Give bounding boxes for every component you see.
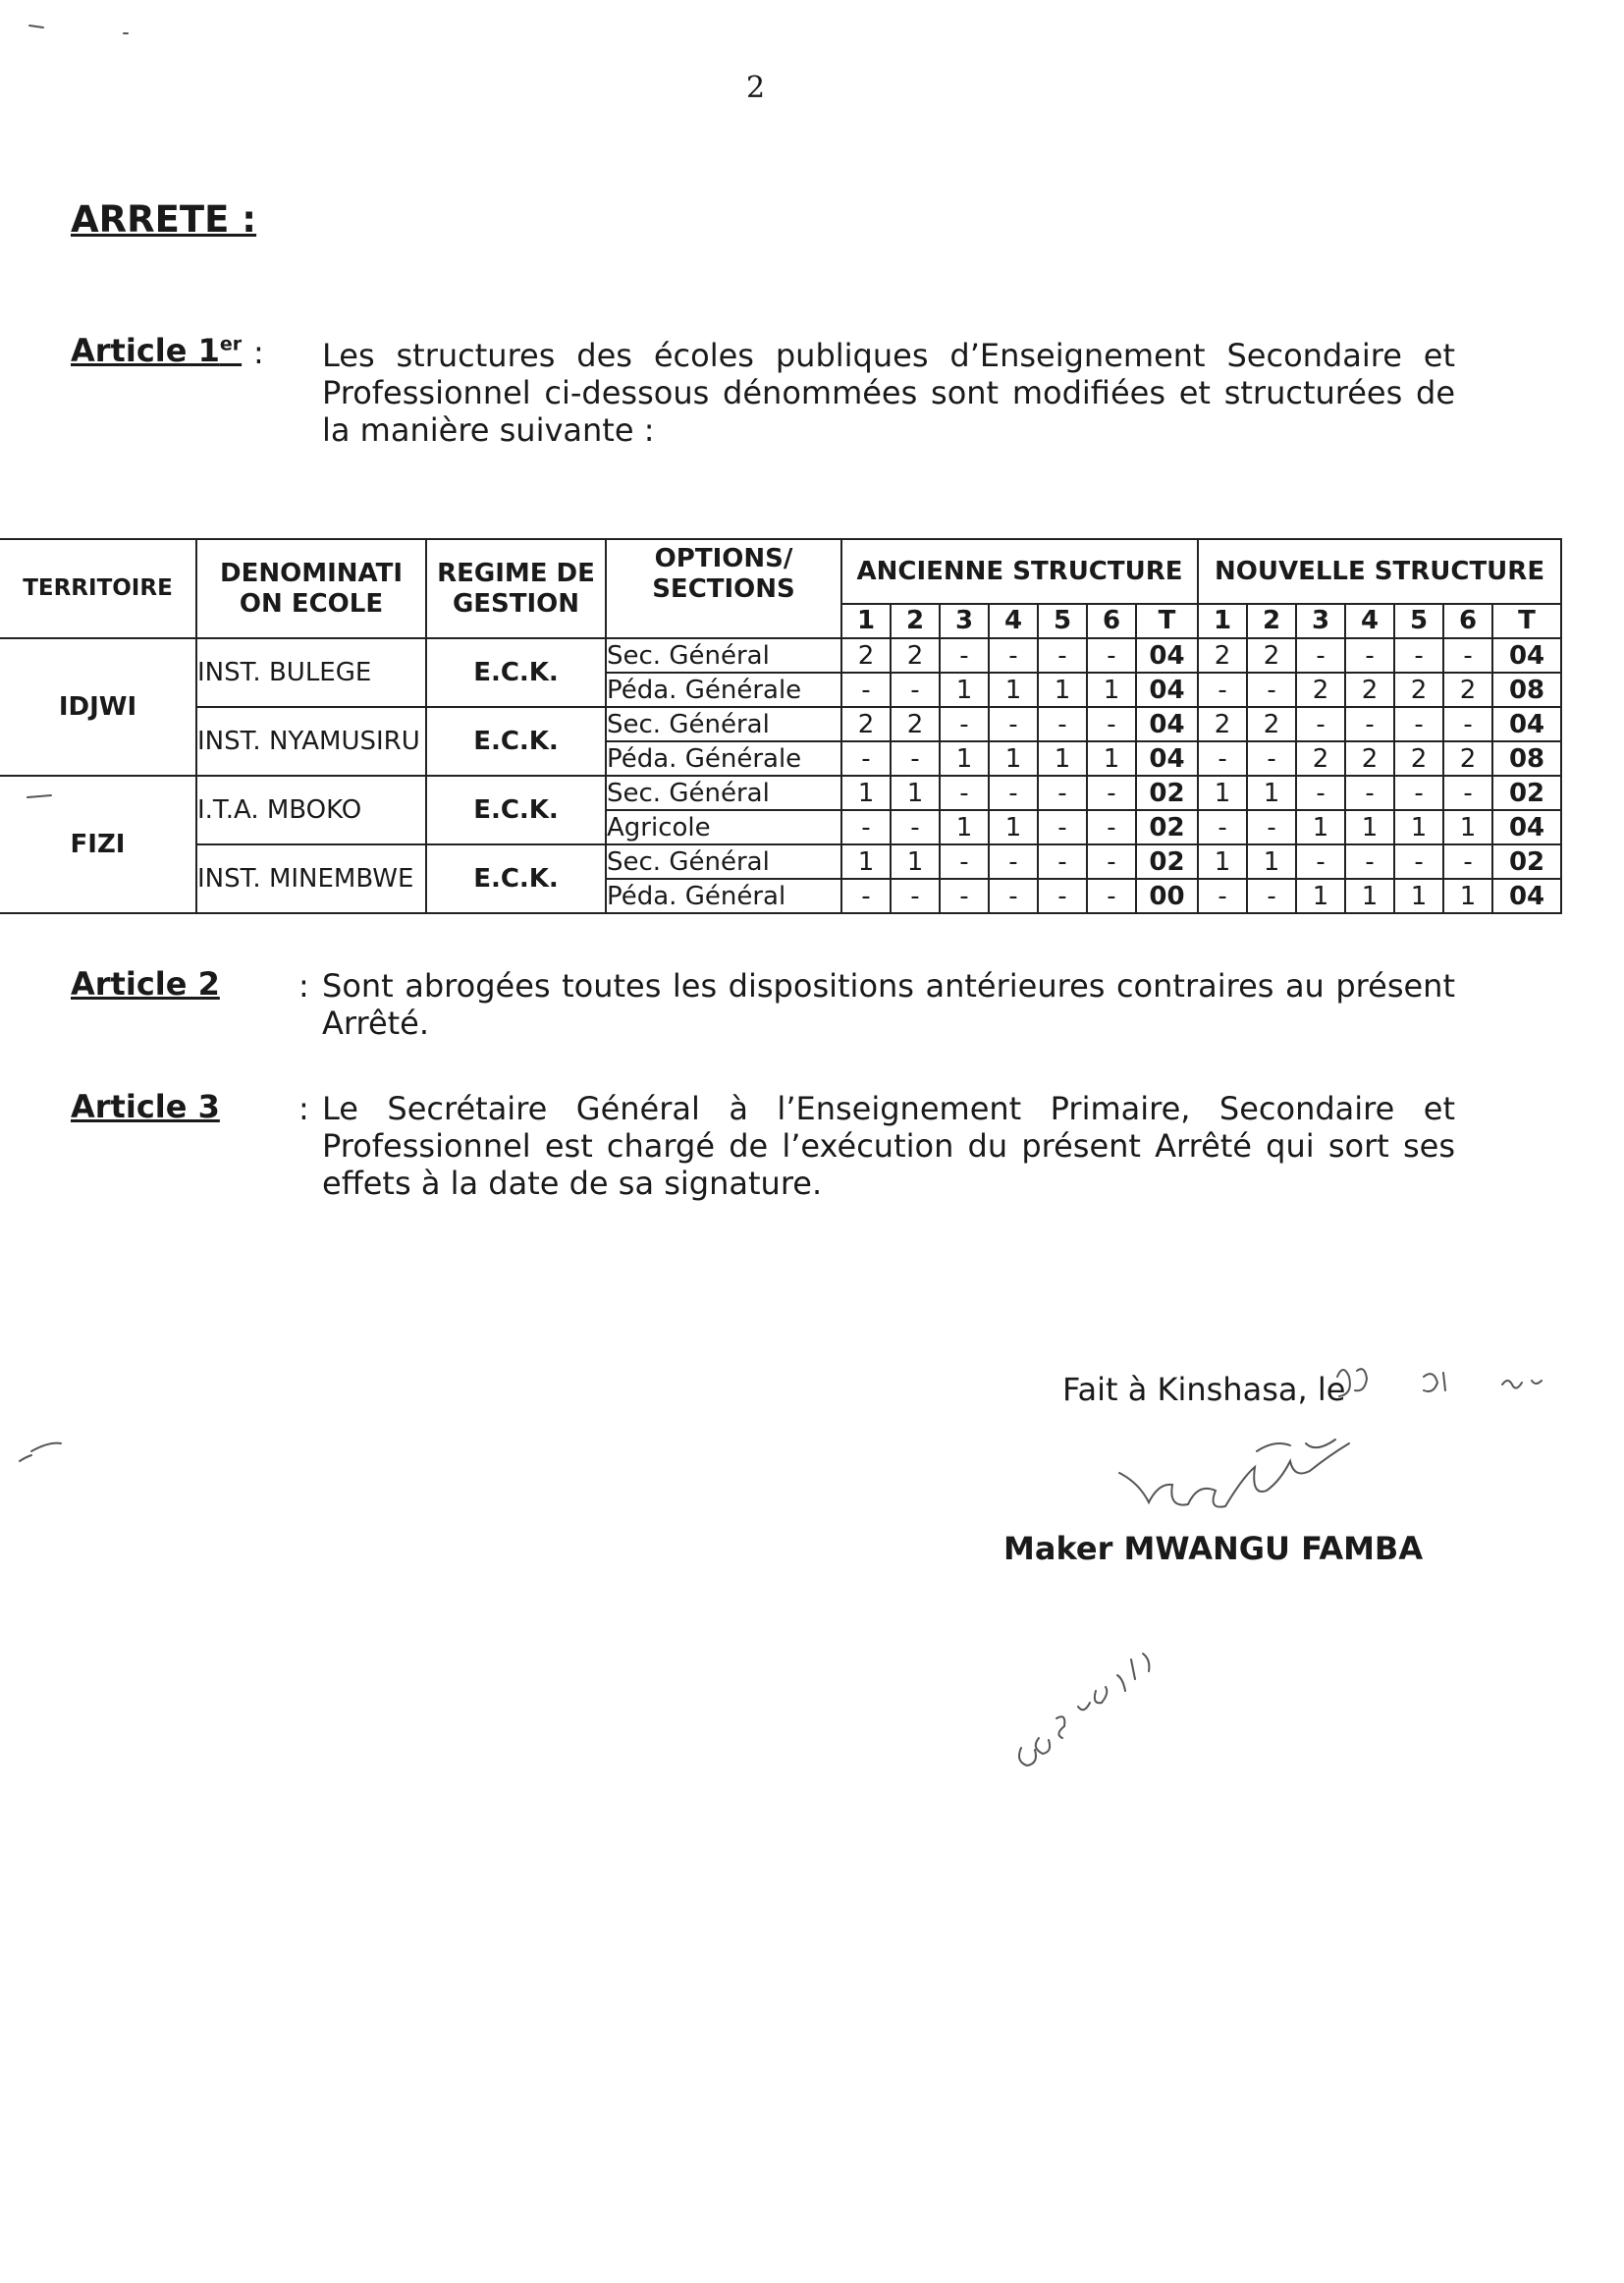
nouvelle-year-2-cell: 2: [1247, 638, 1296, 673]
nouvelle-total-cell: 04: [1492, 810, 1561, 844]
nouvelle-year-5-cell: 1: [1394, 810, 1443, 844]
ancienne-year-6-cell: -: [1087, 707, 1136, 741]
ancienne-year-3-cell: -: [940, 776, 989, 810]
ancienne-year-3-cell: 1: [940, 810, 989, 844]
ancienne-total-cell: 00: [1136, 879, 1198, 913]
ancienne-year-5-cell: -: [1038, 638, 1087, 673]
ancienne-year-4-cell: -: [989, 707, 1038, 741]
nouvelle-year-4-cell: -: [1345, 844, 1394, 879]
option-cell: Sec. Général: [606, 776, 841, 810]
ancienne-year-1-cell: 1: [841, 776, 891, 810]
nouvelle-year-5-cell: -: [1394, 638, 1443, 673]
ancienne-year-2-cell: 2: [891, 638, 940, 673]
ancienne-year-2-cell: 1: [891, 844, 940, 879]
nouvelle-year-1-cell: 1: [1198, 844, 1247, 879]
article-3-text: Le Secrétaire Général à l’Enseignement Primaire, Secondaire et Professionnel est chargé de l’exécution du présent Arrêté qui sort ses effets à la date de sa signature.: [322, 1090, 1455, 1202]
sub-header-a4: 4: [989, 604, 1038, 638]
nouvelle-year-4-cell: -: [1345, 638, 1394, 673]
ancienne-year-4-cell: 1: [989, 673, 1038, 707]
ancienne-year-4-cell: 1: [989, 741, 1038, 776]
nouvelle-total-cell: 08: [1492, 741, 1561, 776]
school-name-cell: INST. NYAMUSIRU: [196, 707, 426, 776]
ancienne-year-5-cell: -: [1038, 844, 1087, 879]
sub-header-a2: 2: [891, 604, 940, 638]
nouvelle-year-6-cell: -: [1443, 707, 1492, 741]
ancienne-year-2-cell: 1: [891, 776, 940, 810]
nouvelle-year-1-cell: -: [1198, 673, 1247, 707]
nouvelle-total-cell: 02: [1492, 844, 1561, 879]
nouvelle-year-1-cell: 1: [1198, 776, 1247, 810]
ancienne-year-1-cell: 2: [841, 707, 891, 741]
ancienne-year-6-cell: 1: [1087, 741, 1136, 776]
nouvelle-year-2-cell: -: [1247, 673, 1296, 707]
ancienne-year-6-cell: 1: [1087, 673, 1136, 707]
header-ancienne-structure: ANCIENNE STRUCTURE: [841, 539, 1198, 604]
article-2-text: Sont abrogées toutes les dispositions antérieures contraires au présent Arrêté.: [322, 967, 1455, 1042]
ancienne-year-3-cell: -: [940, 707, 989, 741]
ancienne-total-cell: 04: [1136, 638, 1198, 673]
ancienne-year-4-cell: -: [989, 776, 1038, 810]
article-2-colon: :: [298, 967, 309, 1005]
ancienne-year-4-cell: -: [989, 879, 1038, 913]
ancienne-year-2-cell: -: [891, 879, 940, 913]
ancienne-year-2-cell: 2: [891, 707, 940, 741]
territory-cell: IDJWI: [0, 638, 196, 776]
nouvelle-year-1-cell: -: [1198, 879, 1247, 913]
ancienne-year-5-cell: 1: [1038, 673, 1087, 707]
ancienne-year-5-cell: -: [1038, 776, 1087, 810]
sub-header-n3: 3: [1296, 604, 1345, 638]
nouvelle-year-2-cell: -: [1247, 879, 1296, 913]
dated-initials: [1019, 1654, 1149, 1766]
nouvelle-year-2-cell: -: [1247, 810, 1296, 844]
option-cell: Péda. Générale: [606, 741, 841, 776]
ancienne-total-cell: 04: [1136, 707, 1198, 741]
nouvelle-year-3-cell: 2: [1296, 741, 1345, 776]
nouvelle-year-5-cell: -: [1394, 707, 1443, 741]
article-3-colon: :: [298, 1090, 309, 1127]
sub-header-n2: 2: [1247, 604, 1296, 638]
article-1-colon: :: [253, 334, 264, 371]
sub-header-a6: 6: [1087, 604, 1136, 638]
page-number: 2: [746, 71, 766, 105]
school-name-cell: I.T.A. MBOKO: [196, 776, 426, 844]
option-cell: Péda. Général: [606, 879, 841, 913]
nouvelle-year-4-cell: 2: [1345, 741, 1394, 776]
header-nouvelle-structure: NOUVELLE STRUCTURE: [1198, 539, 1561, 604]
option-cell: Sec. Général: [606, 707, 841, 741]
sub-header-n5: 5: [1394, 604, 1443, 638]
nouvelle-year-3-cell: -: [1296, 707, 1345, 741]
nouvelle-total-cell: 04: [1492, 638, 1561, 673]
article-1-title-sup: er: [219, 333, 243, 355]
ancienne-year-5-cell: -: [1038, 810, 1087, 844]
sub-header-at: T: [1136, 604, 1198, 638]
territory-cell: FIZI: [0, 776, 196, 913]
nouvelle-year-2-cell: 1: [1247, 776, 1296, 810]
sub-header-a1: 1: [841, 604, 891, 638]
heading-arrete: ARRETE :: [71, 198, 257, 241]
ancienne-year-6-cell: -: [1087, 810, 1136, 844]
nouvelle-year-4-cell: -: [1345, 707, 1394, 741]
ancienne-year-2-cell: -: [891, 673, 940, 707]
place-date: Fait à Kinshasa, le: [1062, 1371, 1346, 1408]
nouvelle-total-cell: 04: [1492, 707, 1561, 741]
article-1-title-text: Article 1: [71, 332, 220, 369]
nouvelle-year-6-cell: -: [1443, 776, 1492, 810]
nouvelle-year-2-cell: -: [1247, 741, 1296, 776]
ancienne-total-cell: 02: [1136, 776, 1198, 810]
school-name-cell: INST. BULEGE: [196, 638, 426, 707]
ancienne-year-5-cell: -: [1038, 707, 1087, 741]
ancienne-year-5-cell: 1: [1038, 741, 1087, 776]
nouvelle-year-1-cell: -: [1198, 810, 1247, 844]
nouvelle-year-3-cell: -: [1296, 844, 1345, 879]
corner-mark-1: [29, 26, 43, 27]
signatory-name: Maker MWANGU FAMBA: [1003, 1530, 1424, 1567]
ancienne-year-1-cell: 2: [841, 638, 891, 673]
ancienne-total-cell: 02: [1136, 844, 1198, 879]
ancienne-year-2-cell: -: [891, 741, 940, 776]
nouvelle-year-4-cell: 2: [1345, 673, 1394, 707]
nouvelle-year-4-cell: -: [1345, 776, 1394, 810]
article-2-title: Article 2: [71, 965, 220, 1003]
fizi-mark: [27, 795, 51, 797]
ancienne-year-3-cell: -: [940, 879, 989, 913]
nouvelle-year-6-cell: 1: [1443, 810, 1492, 844]
ancienne-year-1-cell: -: [841, 810, 891, 844]
regime-cell: E.C.K.: [426, 776, 606, 844]
nouvelle-year-4-cell: 1: [1345, 879, 1394, 913]
nouvelle-year-6-cell: 1: [1443, 879, 1492, 913]
date-scribble: [1337, 1369, 1542, 1396]
nouvelle-year-3-cell: 1: [1296, 879, 1345, 913]
sub-header-nt: T: [1492, 604, 1561, 638]
ancienne-year-1-cell: -: [841, 673, 891, 707]
nouvelle-year-1-cell: 2: [1198, 638, 1247, 673]
ancienne-year-6-cell: -: [1087, 638, 1136, 673]
ancienne-year-3-cell: -: [940, 638, 989, 673]
nouvelle-total-cell: 08: [1492, 673, 1561, 707]
header-options: OPTIONS/ SECTIONS: [606, 539, 841, 638]
ancienne-year-5-cell: -: [1038, 879, 1087, 913]
option-cell: Péda. Générale: [606, 673, 841, 707]
article-3-title: Article 3: [71, 1088, 220, 1125]
regime-cell: E.C.K.: [426, 707, 606, 776]
ancienne-total-cell: 04: [1136, 673, 1198, 707]
nouvelle-year-5-cell: 2: [1394, 741, 1443, 776]
nouvelle-year-6-cell: -: [1443, 638, 1492, 673]
option-cell: Sec. Général: [606, 638, 841, 673]
header-regime: REGIME DE GESTION: [426, 539, 606, 638]
ancienne-year-6-cell: -: [1087, 879, 1136, 913]
ancienne-year-1-cell: 1: [841, 844, 891, 879]
ancienne-year-4-cell: 1: [989, 810, 1038, 844]
sub-header-n4: 4: [1345, 604, 1394, 638]
ancienne-year-1-cell: -: [841, 741, 891, 776]
nouvelle-year-6-cell: 2: [1443, 741, 1492, 776]
nouvelle-year-1-cell: -: [1198, 741, 1247, 776]
ancienne-year-4-cell: -: [989, 638, 1038, 673]
ancienne-year-3-cell: 1: [940, 673, 989, 707]
nouvelle-year-5-cell: 2: [1394, 673, 1443, 707]
ancienne-year-3-cell: 1: [940, 741, 989, 776]
margin-mark: [20, 1443, 61, 1461]
regime-cell: E.C.K.: [426, 638, 606, 707]
ancienne-total-cell: 02: [1136, 810, 1198, 844]
nouvelle-year-3-cell: 1: [1296, 810, 1345, 844]
school-name-cell: INST. MINEMBWE: [196, 844, 426, 913]
nouvelle-year-6-cell: -: [1443, 844, 1492, 879]
nouvelle-year-6-cell: 2: [1443, 673, 1492, 707]
nouvelle-year-5-cell: -: [1394, 776, 1443, 810]
sub-header-a5: 5: [1038, 604, 1087, 638]
sub-header-n6: 6: [1443, 604, 1492, 638]
signature-mark: [1119, 1440, 1349, 1507]
nouvelle-year-1-cell: 2: [1198, 707, 1247, 741]
ancienne-year-6-cell: -: [1087, 776, 1136, 810]
nouvelle-year-5-cell: -: [1394, 844, 1443, 879]
nouvelle-year-2-cell: 1: [1247, 844, 1296, 879]
nouvelle-year-3-cell: -: [1296, 776, 1345, 810]
nouvelle-year-5-cell: 1: [1394, 879, 1443, 913]
article-1-text: Les structures des écoles publiques d’Enseignement Secondaire et Professionnel ci-dessous dénommées sont modifiées et structurées de la manière suivante :: [322, 337, 1455, 449]
nouvelle-year-3-cell: 2: [1296, 673, 1345, 707]
header-territoire: TERRITOIRE: [0, 539, 196, 638]
nouvelle-year-3-cell: -: [1296, 638, 1345, 673]
sub-header-n1: 1: [1198, 604, 1247, 638]
ancienne-year-1-cell: -: [841, 879, 891, 913]
nouvelle-year-4-cell: 1: [1345, 810, 1394, 844]
nouvelle-total-cell: 02: [1492, 776, 1561, 810]
ancienne-year-2-cell: -: [891, 810, 940, 844]
regime-cell: E.C.K.: [426, 844, 606, 913]
header-denomination: DENOMINATI ON ECOLE: [196, 539, 426, 638]
sub-header-a3: 3: [940, 604, 989, 638]
ancienne-total-cell: 04: [1136, 741, 1198, 776]
ancienne-year-4-cell: -: [989, 844, 1038, 879]
nouvelle-total-cell: 04: [1492, 879, 1561, 913]
nouvelle-year-2-cell: 2: [1247, 707, 1296, 741]
ancienne-year-6-cell: -: [1087, 844, 1136, 879]
option-cell: Sec. Général: [606, 844, 841, 879]
ancienne-year-3-cell: -: [940, 844, 989, 879]
option-cell: Agricole: [606, 810, 841, 844]
